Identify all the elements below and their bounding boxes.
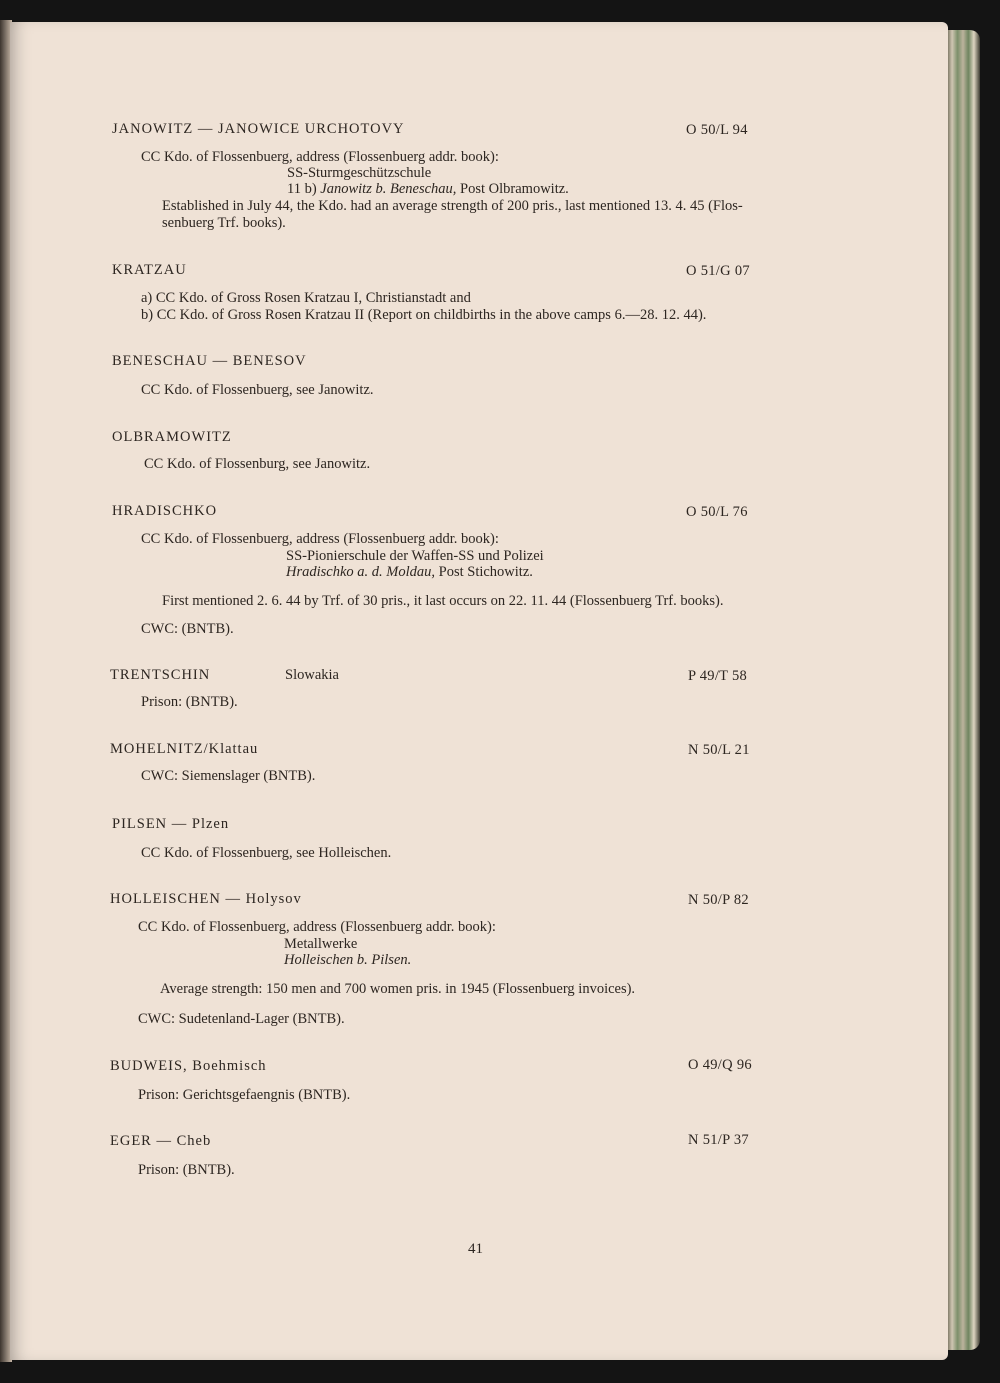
entry-title-janowitz: JANOWITZ — JANOWICE URCHOTOVY (112, 121, 405, 137)
entry-line: b) CC Kdo. of Gross Rosen Kratzau II (Report on childbirths in the above camps 6.—28. 12. 44). (141, 307, 707, 323)
entry-title-holleischen: HOLLEISCHEN — Holysov (110, 891, 302, 907)
entry-line: Prison: Gerichtsgefaengnis (BNTB). (138, 1087, 351, 1103)
entry-title-budweis: BUDWEIS, Boehmisch (110, 1058, 267, 1074)
entry-title-beneschau: BENESCHAU — BENESOV (112, 353, 307, 369)
entry-title-eger: EGER — Cheb (110, 1133, 212, 1149)
entry-region-trentschin: Slowakia (285, 667, 339, 683)
map-ref-mohelnitz: N 50/L 21 (688, 742, 750, 758)
entry-line: Established in July 44, the Kdo. had an average strength of 200 pris., last mentioned 13. 4. 45 (Flos- (162, 198, 743, 214)
entry-line: CC Kdo. of Flossenbuerg, see Janowitz. (141, 382, 374, 398)
entry-line: Metallwerke (284, 936, 358, 952)
entry-line: senbuerg Trf. books). (162, 215, 286, 231)
entry-address-line: 11 b) Janowitz b. Beneschau, Post Olbramowitz. (287, 181, 569, 197)
entry-line: CC Kdo. of Flossenbuerg, address (Flossenbuerg addr. book): (141, 149, 499, 165)
entry-address-line: Hradischko a. d. Moldau, Post Stichowitz. (286, 564, 533, 580)
entry-line: Prison: (BNTB). (138, 1162, 235, 1178)
entry-line: CC Kdo. of Flossenbuerg, see Holleischen. (141, 845, 392, 861)
entry-title-kratzau: KRATZAU (112, 262, 187, 278)
entry-line: CC Kdo. of Flossenbuerg, address (Flossenbuerg addr. book): (138, 919, 496, 935)
entry-line: First mentioned 2. 6. 44 by Trf. of 30 pris., it last occurs on 22. 11. 44 (Flossenbuerg Trf. books). (162, 593, 724, 609)
entry-title-trentschin: TRENTSCHIN (110, 667, 211, 683)
map-ref-janowitz: O 50/L 94 (686, 122, 748, 138)
page-edges (946, 30, 980, 1350)
map-ref-budweis: O 49/Q 96 (688, 1057, 752, 1073)
entry-line: Average strength: 150 men and 700 women pris. in 1945 (Flossenbuerg invoices). (160, 981, 636, 997)
page-number: 41 (468, 1241, 483, 1257)
entry-line: CWC: Siemenslager (BNTB). (141, 768, 316, 784)
entry-line: CWC: (BNTB). (141, 621, 234, 637)
entry-line: Holleischen b. Pilsen. (284, 952, 412, 968)
entry-title-pilsen: PILSEN — Plzen (112, 816, 230, 832)
entry-title-olbramowitz: OLBRAMOWITZ (112, 429, 232, 445)
map-ref-hradischko: O 50/L 76 (686, 504, 748, 520)
map-ref-holleischen: N 50/P 82 (688, 892, 749, 908)
entry-line: SS-Pionierschule der Waffen-SS und Polizei (286, 548, 544, 564)
entry-line: CWC: Sudetenland-Lager (BNTB). (138, 1011, 345, 1027)
book-page (10, 22, 948, 1360)
entry-line: Prison: (BNTB). (141, 694, 238, 710)
map-ref-trentschin: P 49/T 58 (688, 668, 748, 684)
entry-line: a) CC Kdo. of Gross Rosen Kratzau I, Christianstadt and (141, 290, 471, 306)
map-ref-kratzau: O 51/G 07 (686, 263, 750, 279)
entry-title-mohelnitz: MOHELNITZ/Klattau (110, 741, 259, 757)
entry-line: CC Kdo. of Flossenburg, see Janowitz. (144, 456, 371, 472)
map-ref-eger: N 51/P 37 (688, 1132, 749, 1148)
entry-line: SS-Sturmgeschützschule (287, 165, 432, 181)
entry-title-hradischko: HRADISCHKO (112, 503, 218, 519)
entry-line: CC Kdo. of Flossenbuerg, address (Flossenbuerg addr. book): (141, 531, 499, 547)
